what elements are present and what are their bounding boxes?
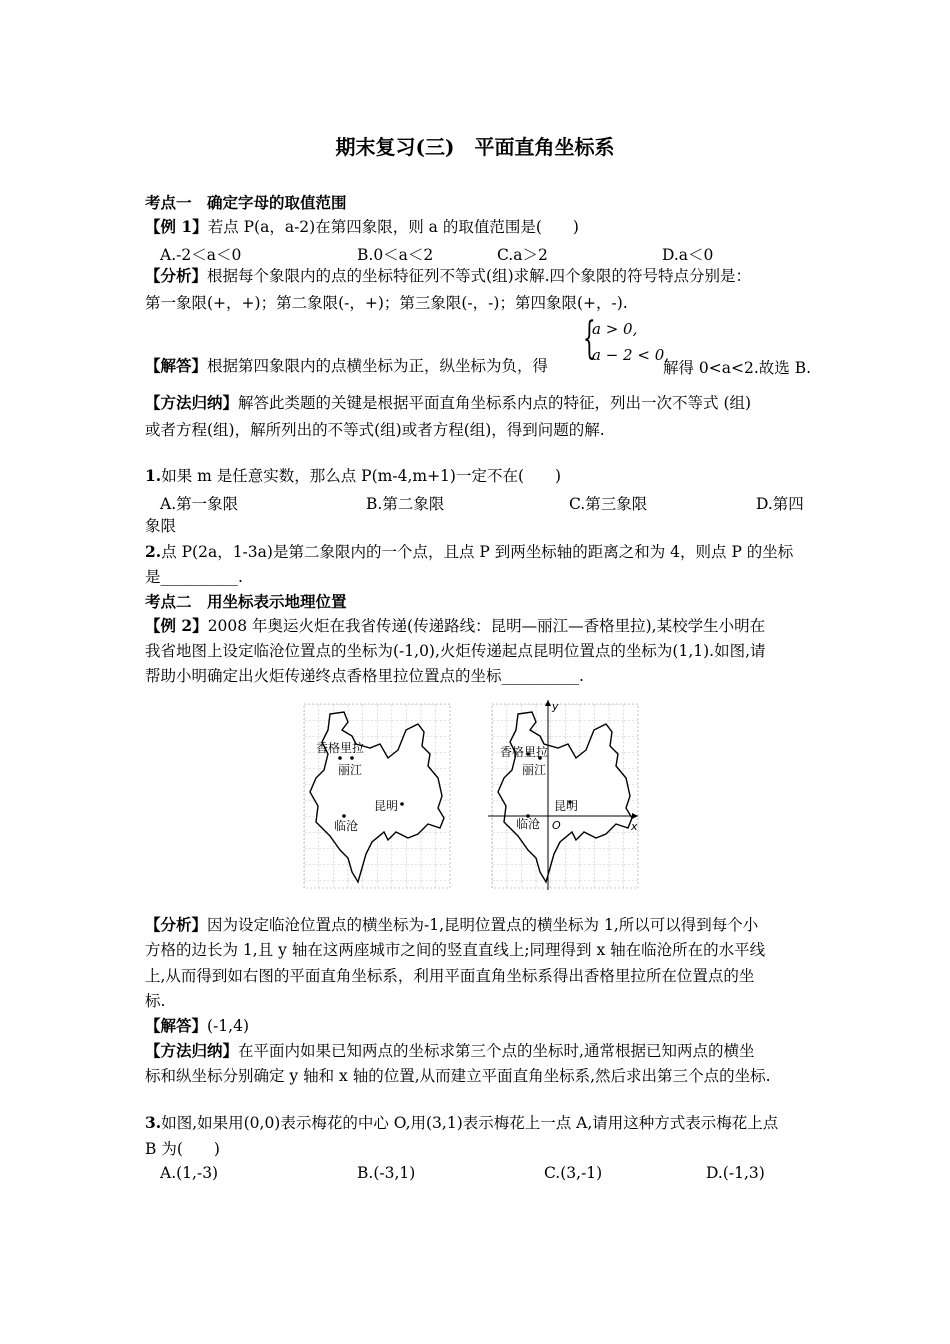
question-1-option-d: D.第四 (756, 495, 804, 513)
question-1-wrap: 象限 (145, 517, 177, 535)
solution-tag: 【解答】 (145, 356, 208, 375)
method-2-line-2: 标和纵坐标分别确定 y 轴和 x 轴的位置,从而建立平面直角坐标系,然后求出第三个点的坐标. (145, 1067, 771, 1085)
label-lincang-left: 临沧 (334, 819, 359, 833)
kunming-dot-left (400, 802, 404, 806)
solution-end: 解得 0<a<2.故选 B. (663, 359, 812, 377)
method-summary-1 (145, 393, 751, 413)
label-shangrila-right: 香格里拉 (500, 745, 549, 759)
x-axis-label: x (631, 820, 638, 833)
analysis-line-2: 第一象限(+，+)；第二象限(-，+)；第三象限(-，-)；第四象限(+，-). (145, 294, 628, 312)
question-1-text: 如果 m 是任意实数，那么点 P(m-4,m+1)一定不在( ) (161, 467, 562, 485)
question-3-number: 3. (145, 1113, 162, 1132)
solution-2-text: (-1,4) (207, 1017, 249, 1035)
question-1-option-c: C.第三象限 (569, 495, 648, 513)
solution-text: 根据第四象限内的点横坐标为正，纵坐标为负，得 (207, 357, 549, 375)
analysis-2-line-1: 因为设定临沧位置点的横坐标为-1,昆明位置点的横坐标为 1,所以可以得到每个小 (207, 916, 759, 934)
label-kunming-right: 昆明 (554, 799, 579, 813)
example-1-solution (145, 356, 548, 376)
lincang-dot-left (342, 814, 346, 818)
page-title: 期末复习(三) 平面直角坐标系 (335, 135, 615, 159)
method-line-2: 或者方程(组)，解所列出的不等式(组)或者方程(组)，得到问题的解. (145, 421, 605, 439)
section-2-heading: 考点二 用坐标表示地理位置 (145, 592, 347, 611)
analysis-2-line-2: 方格的边长为 1,且 y 轴在这两座城市之间的竖直直线上;同理得到 x 轴在临沧所在的水平线 (145, 941, 766, 959)
question-1 (145, 466, 561, 486)
example-2-tag: 【例 2】 (145, 616, 208, 635)
method-tag: 【方法归纳】 (145, 393, 239, 412)
question-1-number: 1. (145, 466, 162, 485)
question-3-wrap: B 为( ) (145, 1140, 220, 1158)
example-1 (145, 217, 579, 237)
left-map (304, 704, 450, 888)
equation-brace: { (583, 313, 596, 364)
analysis-line-1: 根据每个象限内的点的坐标特征列不等式(组)求解.四个象限的符号特点分别是： (207, 267, 752, 285)
label-shangrila-left: 香格里拉 (316, 741, 365, 755)
example-2-line-1: 2008 年奥运火炬在我省传递(传递路线：昆明—丽江—香格里拉),某校学生小明在 (207, 617, 766, 635)
analysis-tag: 【分析】 (145, 266, 208, 285)
example-1-option-a: A.-2＜a＜0 (160, 246, 242, 264)
example-2-line-2: 我省地图上设定临沧位置点的坐标为(-1,0),火炬传递起点昆明位置点的坐标为(1,1).如图,请 (145, 642, 766, 660)
question-3-option-b: B.(-3,1) (357, 1164, 416, 1182)
example-1-option-c: C.a＞2 (497, 246, 548, 264)
example-2-solution (145, 1016, 249, 1036)
section-1-heading: 考点一 确定字母的取值范围 (145, 193, 347, 212)
label-lijiang-left: 丽江 (338, 763, 363, 777)
method-2-tag: 【方法归纳】 (145, 1041, 239, 1060)
question-3 (145, 1113, 778, 1133)
lijiang-dot-left (350, 756, 354, 760)
example-1-text: 若点 P(a，a-2)在第四象限，则 a 的取值范围是( ) (207, 218, 579, 236)
label-kunming-left: 昆明 (374, 799, 399, 813)
analysis-2-line-3: 上,从而得到如右图的平面直角坐标系，利用平面直角坐标系得出香格里拉所在位置点的坐 (145, 967, 755, 985)
example-1-option-d: D.a＜0 (662, 246, 714, 264)
question-3-text: 如图,如果用(0,0)表示梅花的中心 O,用(3,1)表示梅花上一点 A,请用这种方式表示梅花上点 (161, 1114, 779, 1132)
method-summary-2 (145, 1041, 754, 1061)
question-2-wrap: 是__________. (145, 568, 243, 586)
question-1-option-a: A.第一象限 (160, 495, 239, 513)
y-axis-label: y (552, 700, 559, 713)
example-1-option-b: B.0＜a＜2 (357, 246, 434, 264)
question-2-number: 2. (145, 542, 162, 561)
system-line-2: a − 2 < 0, (592, 346, 670, 364)
question-3-option-d: D.(-1,3) (706, 1164, 765, 1182)
example-1-analysis (145, 266, 751, 286)
question-3-option-a: A.(1,-3) (160, 1164, 219, 1182)
solution-2-tag: 【解答】 (145, 1016, 208, 1035)
analysis-2-line-4: 标. (145, 992, 166, 1010)
question-1-option-b: B.第二象限 (366, 495, 445, 513)
right-map (488, 700, 638, 890)
method-line-1: 解答此类题的关键是根据平面直角坐标系内点的特征，列出一次不等式 (组) (238, 394, 752, 412)
yunnan-maps-figure (300, 700, 650, 890)
example-2-line-3: 帮助小明确定出火炬传递终点香格里拉位置点的坐标__________. (145, 667, 584, 685)
shangrila-dot-left (338, 756, 342, 760)
analysis-2-tag: 【分析】 (145, 915, 208, 934)
question-3-option-c: C.(3,-1) (544, 1164, 603, 1182)
question-2 (145, 542, 793, 562)
label-lijiang-right: 丽江 (522, 763, 547, 777)
example-2 (145, 616, 765, 636)
question-2-text: 点 P(2a，1-3a)是第二象限内的一个点，且点 P 到两坐标轴的距离之和为 4，则点 P 的坐标 (161, 543, 794, 561)
label-lincang-right: 临沧 (516, 817, 541, 831)
example-2-analysis (145, 915, 758, 935)
example-1-tag: 【例 1】 (145, 217, 208, 236)
system-line-1: a > 0, (592, 320, 638, 338)
method-2-line-1: 在平面内如果已知两点的坐标求第三个点的坐标时,通常根据已知两点的横坐 (238, 1042, 755, 1060)
origin-label: O (552, 819, 561, 832)
